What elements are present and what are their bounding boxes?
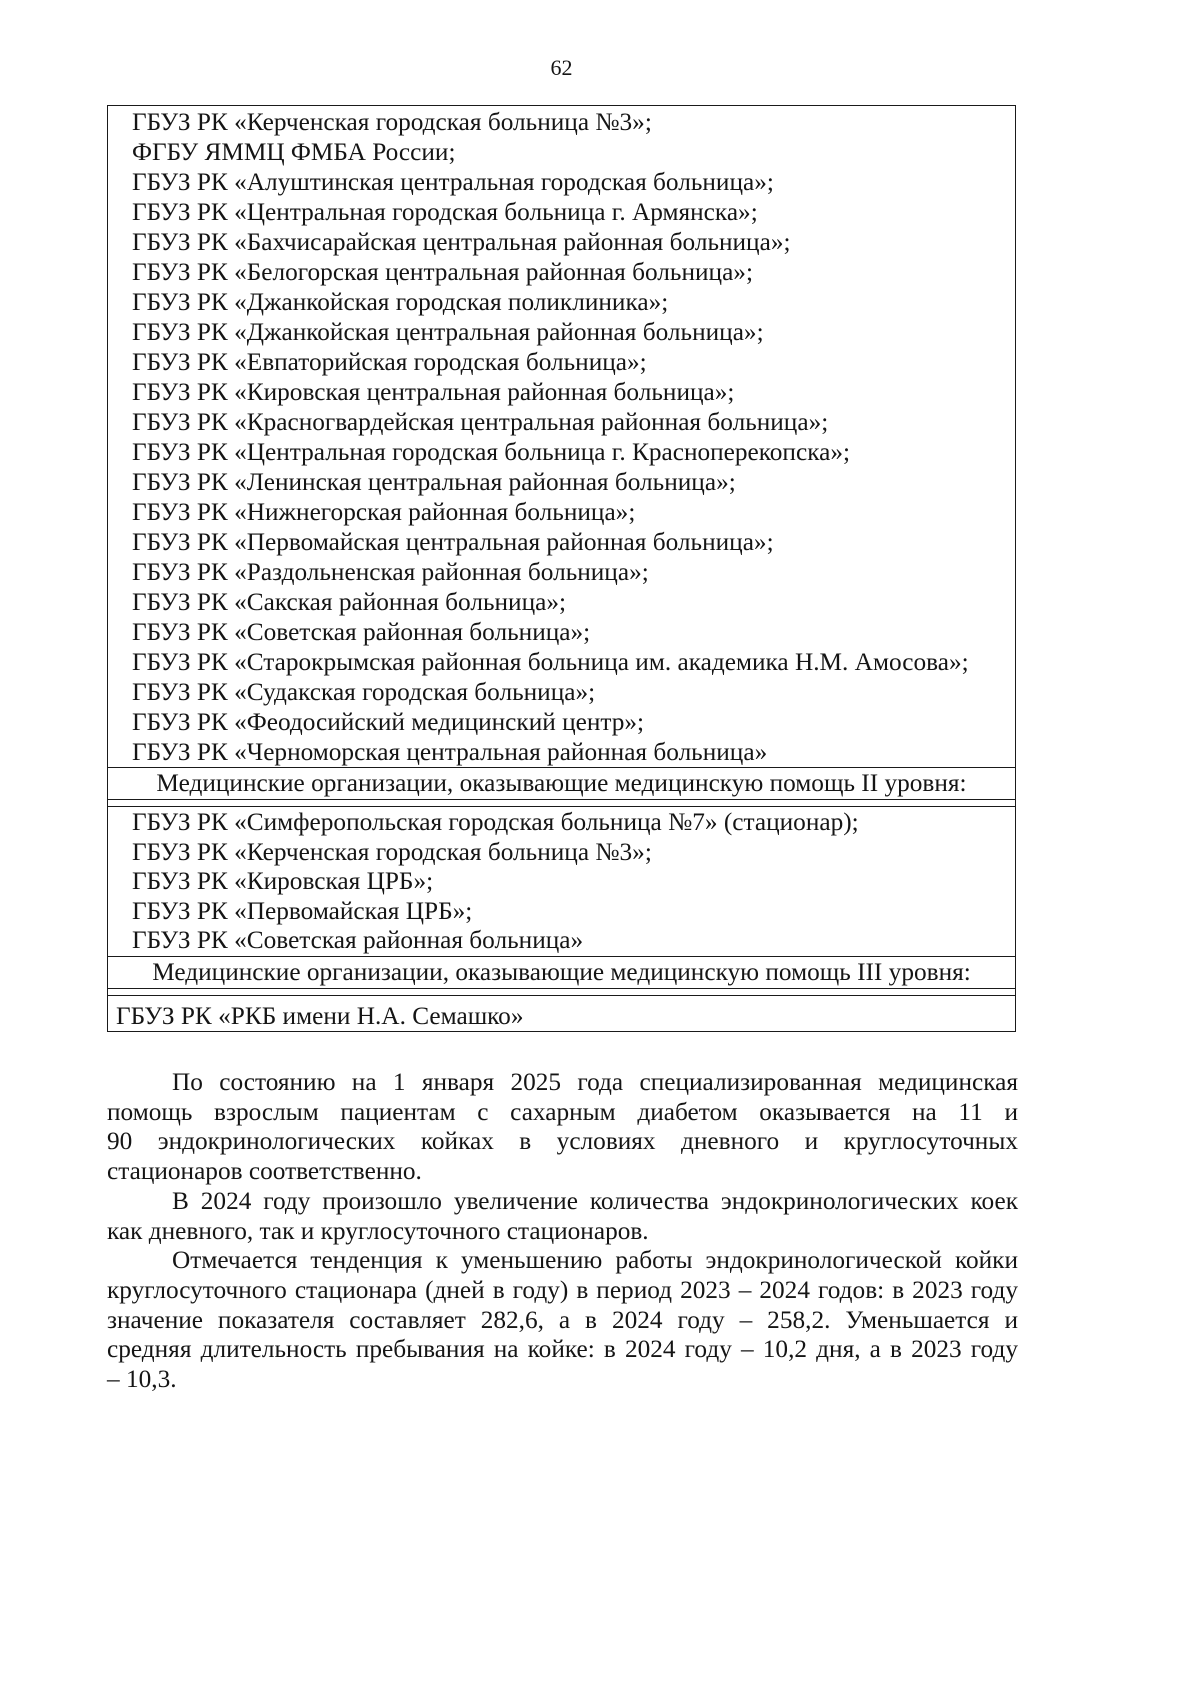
paragraph-line: По состоянию на 1 января 2025 года специализированная медицинская — [172, 1068, 1018, 1096]
paragraph-line: – 10,3. — [107, 1365, 177, 1394]
org-list-item: ГБУЗ РК «Керченская городская больница №3»; — [132, 837, 652, 866]
org-list-item: ГБУЗ РК «Нижнегорская районная больница»; — [132, 498, 636, 526]
org-list-item: ГБУЗ РК «Сакская районная больница»; — [132, 588, 567, 616]
org-list-item: ГБУЗ РК «Кировская ЦРБ»; — [132, 867, 434, 895]
org-list-item: ГБУЗ РК «Первомайская ЦРБ»; — [132, 896, 473, 925]
level-3-organizations-list — [108, 995, 1015, 1031]
org-list-item: ГБУЗ РК «Керченская городская больница №3»; — [132, 108, 652, 136]
org-list-item: ГБУЗ РК «Центральная городская больница г. Красноперекопска»; — [132, 438, 851, 466]
org-list-item: ГБУЗ РК «Белогорская центральная районная больница»; — [132, 258, 753, 286]
paragraph-line: значение показателя составляет 282,6, а в 2024 году – 258,2. Уменьшается и — [107, 1305, 1018, 1334]
body-text — [107, 1068, 1018, 1395]
paragraph — [107, 1187, 1018, 1246]
level-2-organizations-list — [108, 806, 1015, 957]
paragraph — [107, 1246, 1018, 1395]
org-list-item: ГБУЗ РК «Кировская центральная районная больница»; — [132, 378, 735, 406]
org-list-item: ГБУЗ РК «Центральная городская больница г. Армянска»; — [132, 198, 758, 226]
org-list-item: ГБУЗ РК «Черноморская центральная районная больница» — [132, 738, 768, 766]
paragraph-line: стационаров соответственно. — [107, 1157, 422, 1186]
level-2-header: Медицинские организации, оказывающие медицинскую помощь II уровня: — [108, 768, 1015, 800]
org-list-item: ГБУЗ РК «Первомайская центральная районная больница»; — [132, 528, 774, 556]
paragraph-line: Отмечается тенденция к уменьшению работы эндокринологической койки — [172, 1246, 1018, 1275]
org-list-item: ГБУЗ РК «Красногвардейская центральная районная больница»; — [132, 408, 829, 436]
org-list-item: ГБУЗ РК «РКБ имени Н.А. Семашко» — [116, 1001, 524, 1030]
org-list-item: ГБУЗ РК «Бахчисарайская центральная районная больница»; — [132, 228, 791, 256]
org-list-item: ГБУЗ РК «Алуштинская центральная городская больница»; — [132, 168, 774, 196]
org-list-item: ГБУЗ РК «Феодосийский медицинский центр»; — [132, 708, 645, 736]
level-3-header: Медицинские организации, оказывающие медицинскую помощь III уровня: — [108, 957, 1015, 989]
paragraph-line: В 2024 году произошло увеличение количества эндокринологических коек — [172, 1186, 1018, 1215]
organizations-table — [107, 105, 1016, 1032]
org-list-item: ГБУЗ РК «Советская районная больница»; — [132, 618, 591, 646]
level-1-organizations-list — [108, 106, 1015, 768]
org-list-item: ГБУЗ РК «Раздольненская районная больница»; — [132, 558, 649, 586]
org-list-item: ГБУЗ РК «Старокрымская районная больница им. академика Н.М. Амосова»; — [132, 648, 969, 676]
org-list-item: ГБУЗ РК «Джанкойская городская поликлиника»; — [132, 288, 669, 316]
org-list-item: ГБУЗ РК «Судакская городская больница»; — [132, 678, 596, 706]
org-list-item: ГБУЗ РК «Джанкойская центральная районная больница»; — [132, 318, 764, 346]
org-list-item: ГБУЗ РК «Симферопольская городская больница №7» (стационар); — [132, 808, 859, 836]
org-list-item: ФГБУ ЯММЦ ФМБА России; — [132, 138, 456, 166]
paragraph — [107, 1068, 1018, 1187]
org-list-item: ГБУЗ РК «Евпаторийская городская больница»; — [132, 348, 647, 376]
paragraph-line: как дневного, так и круглосуточного стационаров. — [107, 1216, 649, 1245]
paragraph-line: средняя длительность пребывания на койке: в 2024 году – 10,2 дня, а в 2023 году — [107, 1335, 1018, 1364]
paragraph-line: 90 эндокринологических койках в условиях дневного и круглосуточных — [107, 1127, 1018, 1156]
page-number: 62 — [550, 55, 573, 80]
paragraph-line: помощь взрослым пациентам с сахарным диабетом оказывается на 11 и — [107, 1097, 1018, 1126]
org-list-item: ГБУЗ РК «Ленинская центральная районная больница»; — [132, 468, 736, 496]
org-list-item: ГБУЗ РК «Советская районная больница» — [132, 926, 584, 954]
paragraph-line: круглосуточного стационара (дней в году) в период 2023 – 2024 годов: в 2023 году — [107, 1275, 1018, 1304]
